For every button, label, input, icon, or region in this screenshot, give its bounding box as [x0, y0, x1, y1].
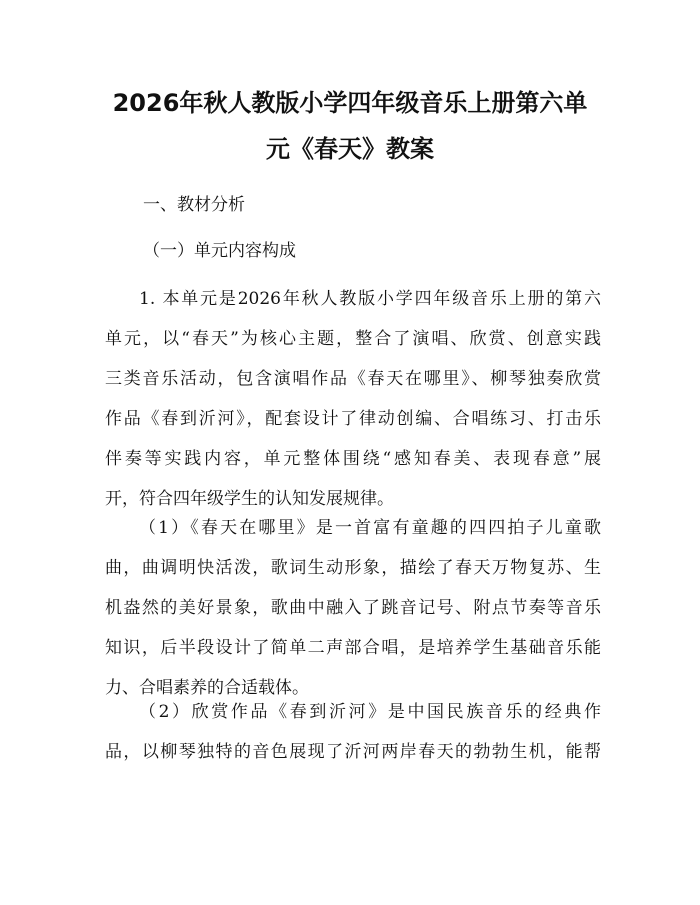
- paragraph-appreciation-analysis: [105, 692, 601, 772]
- paragraph-line: （1）《春天在哪里》是一首富有童趣的四四拍子儿童歌: [139, 518, 601, 538]
- paragraph-line: 机盎然的美好景象，歌曲中融入了跳音记号、附点节奏等音乐: [105, 598, 601, 618]
- paragraph-line: 知识，后半段设计了简单二声部合唱，是培养学生基础音乐能: [105, 638, 601, 658]
- paragraph-line: （2）欣赏作品《春到沂河》是中国民族音乐的经典作: [139, 702, 601, 722]
- paragraph-line: 作品《春到沂河》，配套设计了律动创编、合唱练习、打击乐: [105, 409, 601, 429]
- paragraph-line: 力、合唱素养的合适载体。: [105, 678, 309, 698]
- paragraph-line: 1. 本单元是2026年秋人教版小学四年级音乐上册的第六: [139, 289, 601, 309]
- section-heading: 一、教材分析: [143, 195, 245, 215]
- subsection-heading: （一）单元内容构成: [143, 241, 296, 261]
- paragraph-line: 三类音乐活动，包含演唱作品《春天在哪里》、柳琴独奏欣赏: [105, 369, 601, 389]
- paragraph-unit-overview: [105, 279, 601, 519]
- paragraph-song-analysis: [105, 508, 601, 708]
- paragraph-line: 品，以柳琴独特的音色展现了沂河两岸春天的勃勃生机，能帮: [105, 742, 601, 762]
- paragraph-line: 开，符合四年级学生的认知发展规律。: [105, 489, 394, 509]
- paragraph-line: 曲，曲调明快活泼，歌词生动形象，描绘了春天万物复苏、生: [105, 558, 601, 578]
- paragraph-line: 单元，以“春天”为核心主题，整合了演唱、欣赏、创意实践: [105, 329, 601, 349]
- paragraph-line: 伴奏等实践内容，单元整体围绕“感知春美、表现春意”展: [105, 449, 601, 469]
- document-title-line-1: 2026年秋人教版小学四年级音乐上册第六单: [112, 89, 588, 117]
- document-title-line-2: 元《春天》教案: [266, 135, 434, 163]
